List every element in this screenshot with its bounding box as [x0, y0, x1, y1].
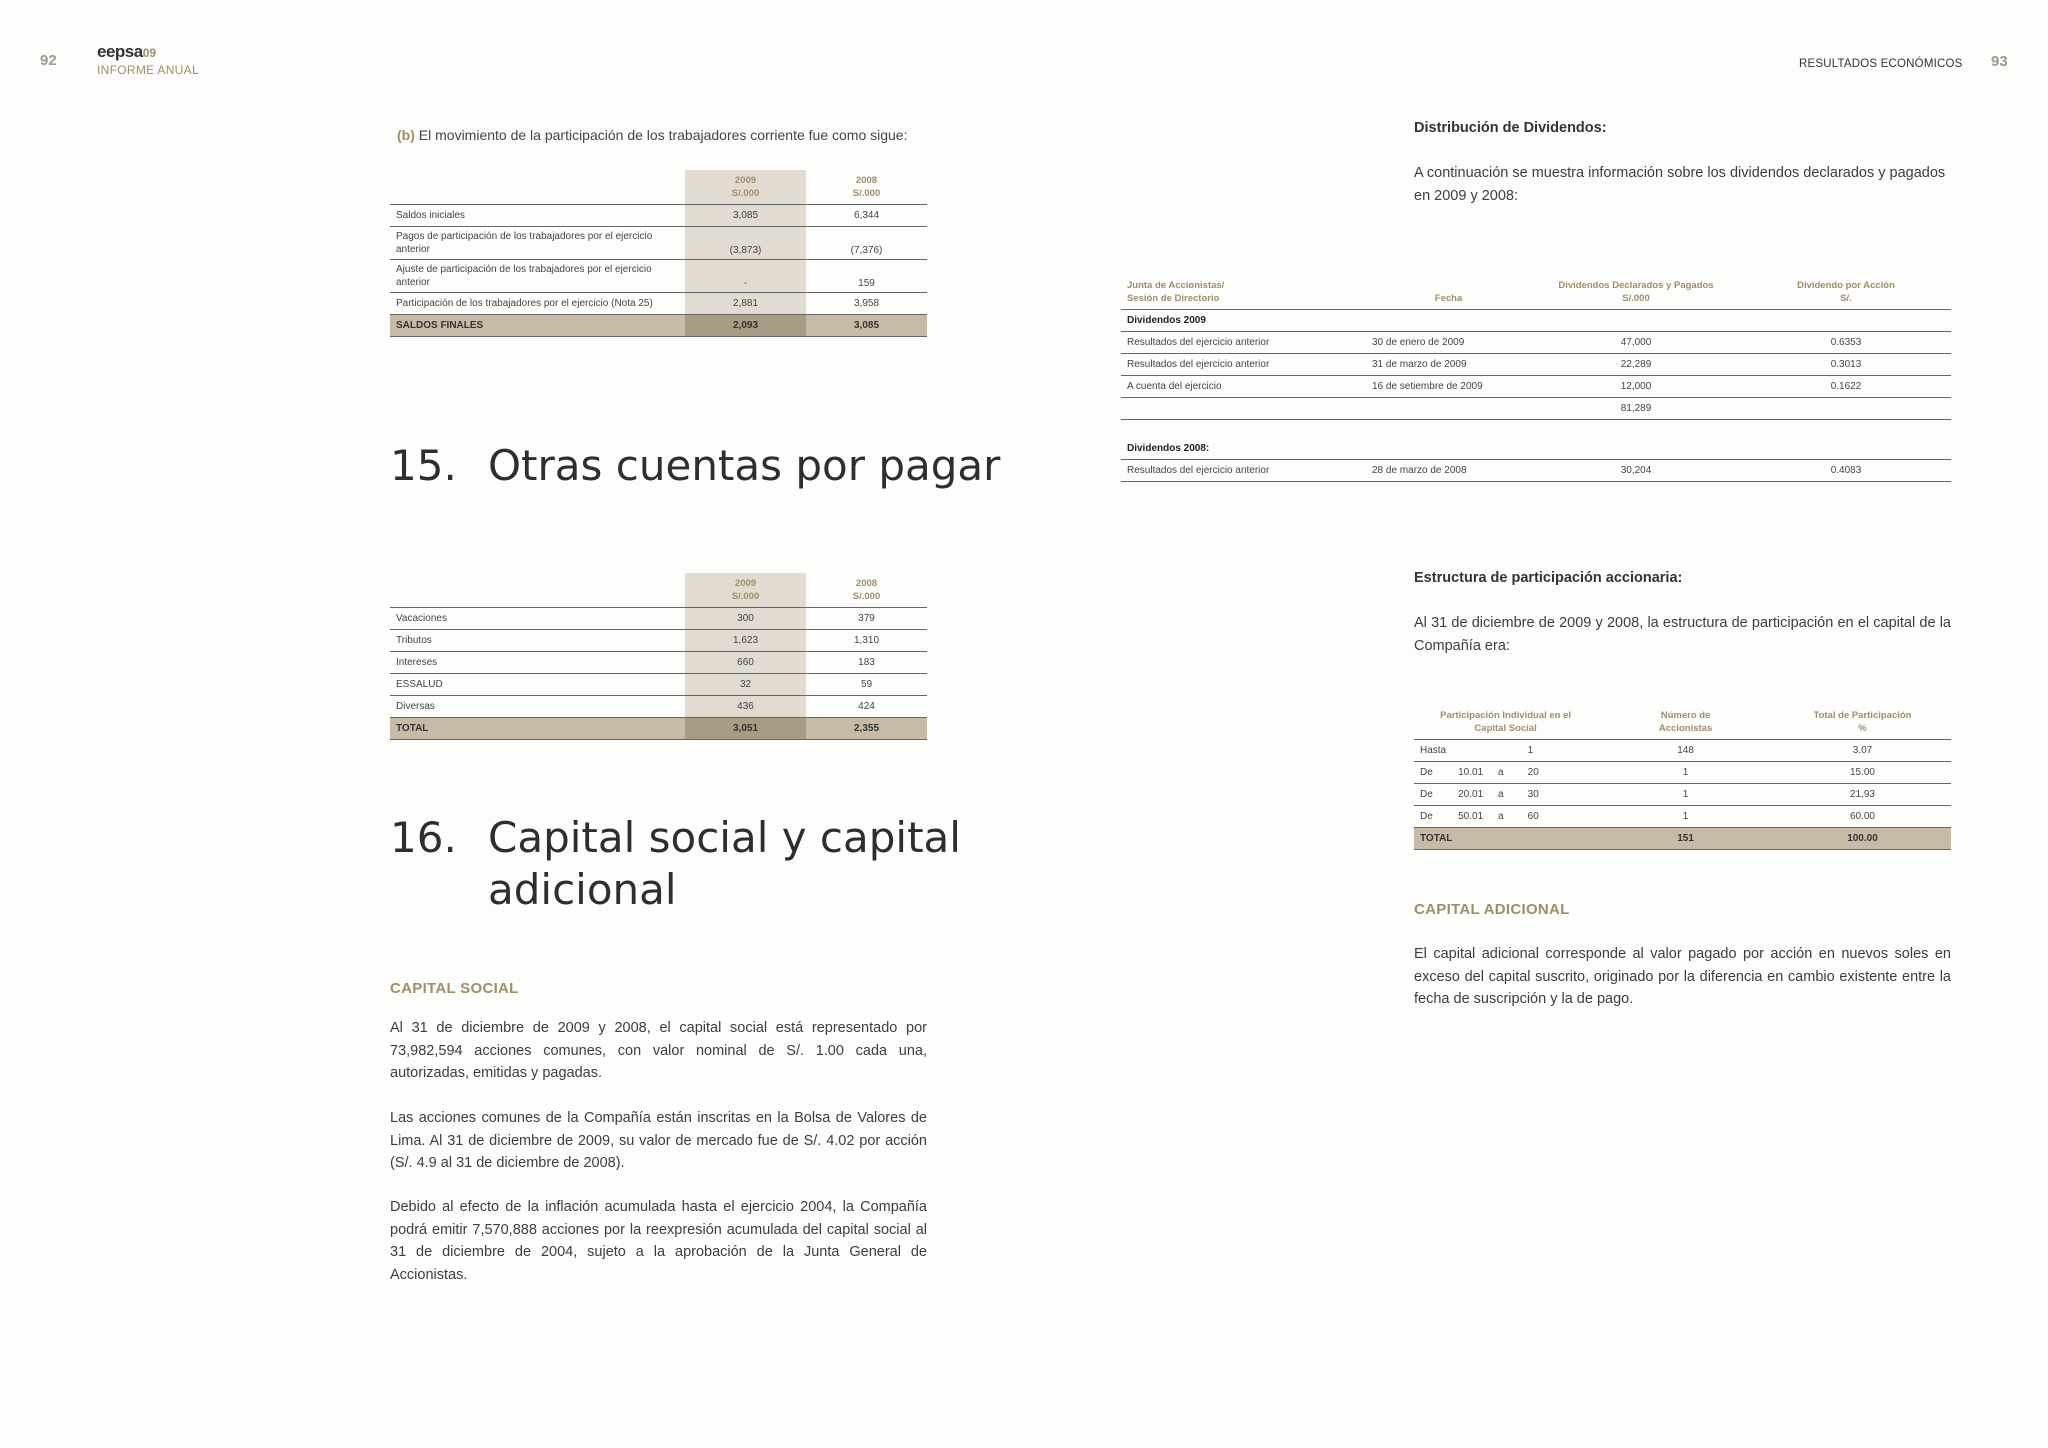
intro-text: El movimiento de la participación de los trabajadores corriente fue como sigue:	[414, 127, 908, 143]
col-header-junta: Junta de Accionistas/ Sesión de Directorio	[1121, 275, 1366, 310]
table-row: Resultados del ejercicio anterior 31 de marzo de 2009 22,289 0.3013	[1121, 354, 1951, 376]
section-16-title-line2: adicional	[488, 865, 677, 914]
table-row: Resultados del ejercicio anterior 30 de enero de 2009 47,000 0.6353	[1121, 332, 1951, 354]
col-header-fecha: Fecha	[1366, 275, 1531, 310]
col-header-2009: 2009 S/.000	[685, 573, 806, 608]
col-header-numero: Número de Accionistas	[1597, 705, 1774, 740]
table-total-row: TOTAL 3,051 2,355	[390, 718, 927, 740]
col-header-por-accion: Dividendo por Acción S/.	[1741, 275, 1951, 310]
page-number-right: 93	[1991, 53, 2008, 70]
section-15-title: Otras cuentas por pagar	[488, 441, 1001, 490]
col-header-2009: 2009 S/.000	[685, 170, 806, 205]
capital-adicional-text: El capital adicional corresponde al valor pagado por acción en nuevos soles en exceso del capital suscrito, originado por la diferencia en cambio existente entre la fecha de suscripción y la de pago.	[1414, 946, 1951, 1007]
capital-adicional-heading: CAPITAL ADICIONAL	[1414, 901, 1570, 918]
capital-social-p1: Al 31 de diciembre de 2009 y 2008, el capital social está representado por 73,982,594 acciones comunes, con valor nominal de S/. 1.00 cada una, autorizadas, emitidas y pagadas.	[390, 1020, 927, 1081]
other-payables-table	[390, 573, 927, 740]
col-header-total: Total de Participación %	[1774, 705, 1951, 740]
section-15-number: 15.	[390, 441, 457, 490]
table-total-row: TOTAL 151 100.00	[1414, 828, 1951, 850]
ownership-intro: Al 31 de diciembre de 2009 y 2008, la estructura de participación en el capital de la Compañía era:	[1414, 615, 1951, 654]
table-row: Saldos iniciales 3,085 6,344	[390, 205, 927, 227]
table-row: Hasta 1 148 3.07	[1414, 740, 1951, 762]
dividends-heading: Distribución de Dividendos:	[1414, 120, 1607, 136]
table-row: Pagos de participación de los trabajadores por el ejercicio anterior (3,873) (7,376)	[390, 227, 927, 260]
table-row: Intereses 660 183	[390, 652, 927, 674]
table-row: Resultados del ejercicio anterior 28 de marzo de 2008 30,204 0.4083	[1121, 460, 1951, 482]
group-row-2008: Dividendos 2008:	[1121, 438, 1951, 460]
brand-logo	[97, 42, 156, 62]
table-row: De 20.01 a 30 1 21.93	[1414, 784, 1951, 806]
capital-social-heading: CAPITAL SOCIAL	[390, 980, 519, 997]
col-header-participacion: Participación Individual en el Capital Social	[1414, 705, 1597, 740]
table-row: A cuenta del ejercicio 16 de setiembre de 2009 12,000 0.1622	[1121, 376, 1951, 398]
table-row: ESSALUD 32 59	[390, 674, 927, 696]
brand-name: eepsa	[97, 42, 143, 61]
col-header-declarados: Dividendos Declarados y Pagados S/.000	[1531, 275, 1741, 310]
table-row: Diversas 436 424	[390, 696, 927, 718]
capital-social-p2: Las acciones comunes de la Compañía están inscritas en la Bolsa de Valores de Lima. Al 31 de diciembre de 2009, su valor de mercado fue de S/. 4.02 por acción (S/. 4.9 al 31 de diciembre de 2008).	[390, 1110, 927, 1171]
dividends-intro: A continuación se muestra información sobre los dividendos declarados y pagados en 2009 y 2008:	[1414, 165, 1946, 204]
group-row-2009: Dividendos 2009	[1121, 310, 1951, 332]
page-number-left: 92	[40, 52, 57, 69]
table-row: De 10.01 a 20 1 15.00	[1414, 762, 1951, 784]
table-row: De 50.01 a 60 1 60.00	[1414, 806, 1951, 828]
workers-participation-table	[390, 170, 927, 337]
ownership-heading: Estructura de participación accionaria:	[1414, 570, 1683, 586]
subtotal-row: 81,289	[1121, 398, 1951, 420]
capital-social-p3: Debido al efecto de la inflación acumulada hasta el ejercicio 2004, la Compañía podrá emitir 7,570,888 acciones por la reexpresión acumulada del capital social al 31 de diciembre de 2004, sujeto a la aprobación de la Junta General de Accionistas.	[390, 1199, 927, 1283]
ownership-table	[1414, 705, 1951, 850]
intro-marker: (b)	[397, 127, 415, 143]
table-row: Ajuste de participación de los trabajadores por el ejercicio anterior - 159	[390, 260, 927, 293]
section-16-title-line1: Capital social y capital	[488, 813, 961, 862]
workers-intro	[397, 127, 937, 143]
brand-year: 09	[142, 46, 157, 60]
section-header: RESULTADOS ECONÓMICOS	[1799, 58, 1963, 70]
table-row: Tributos 1,623 1,310	[390, 630, 927, 652]
table-total-row: SALDOS FINALES 2,093 3,085	[390, 315, 927, 337]
right-page	[1024, 0, 2048, 1448]
section-16-number: 16.	[390, 813, 457, 862]
col-header-2008: 2008 S/.000	[806, 573, 927, 608]
report-subtitle: INFORME ANUAL	[97, 63, 199, 77]
col-header-2008: 2008 S/.000	[806, 170, 927, 205]
table-row: Vacaciones 300 379	[390, 608, 927, 630]
dividends-table	[1121, 275, 1951, 482]
table-row: Participación de los trabajadores por el ejercicio (Nota 25) 2,881 3,958	[390, 293, 927, 315]
